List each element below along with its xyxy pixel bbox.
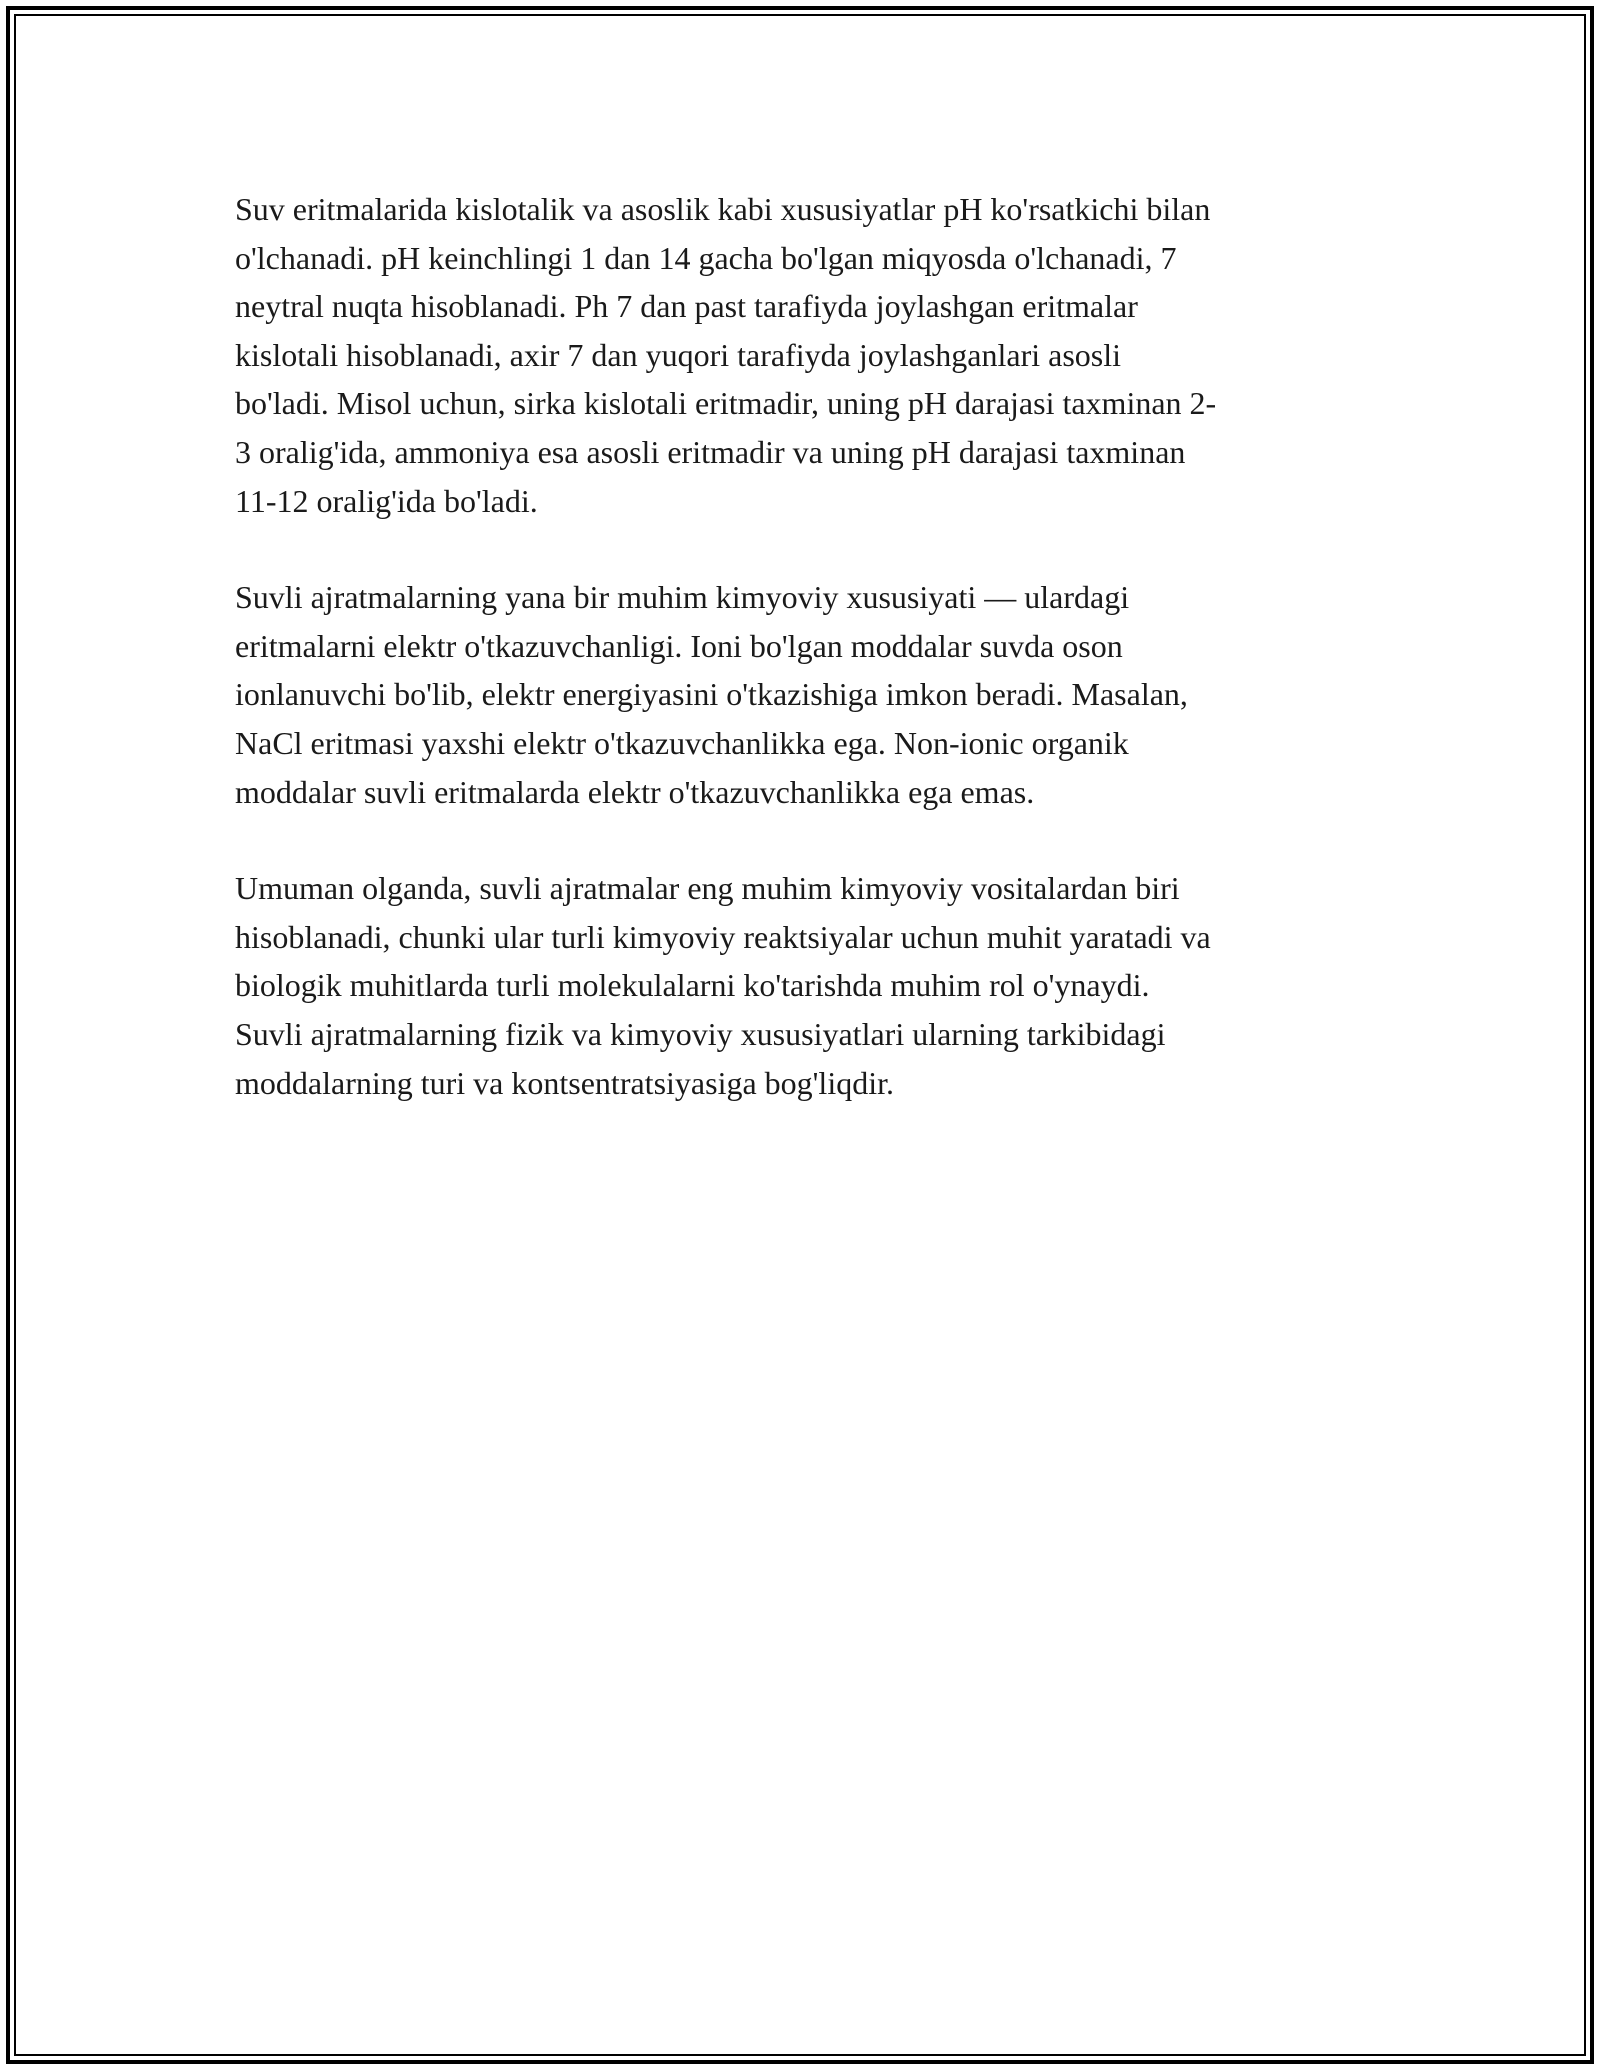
- paragraph-summary: [235, 864, 1375, 1107]
- text-line: eritmalarni elektr o'tkazuvchanligi. Ioni bo'lgan moddalar suvda oson: [235, 627, 1123, 664]
- text-line: hisoblanadi, chunki ular turli kimyoviy reaktsiyalar uchun muhit yaratadi va: [235, 918, 1211, 955]
- text-line: Umuman olganda, suvli ajratmalar eng muhim kimyoviy vositalardan biri: [235, 870, 1180, 907]
- text-line: moddalar suvli eritmalarda elektr o'tkazuvchanlikka ega emas.: [235, 773, 1035, 810]
- text-line: kislotali hisoblanadi, axir 7 dan yuqori tarafiyda joylashganlari asosli: [235, 336, 1122, 373]
- text-line: Suv eritmalarida kislotalik va asoslik kabi xususiyatlar pH ko'rsatkichi bilan: [235, 191, 1211, 227]
- text-line: biologik muhitlarda turli molekulalarni ko'tarishda muhim rol o'ynaydi.: [235, 967, 1150, 1004]
- text-line: ionlanuvchi bo'lib, elektr energiyasini o'tkazishiga imkon beradi. Masalan,: [235, 676, 1188, 713]
- text-line: moddalarning turi va kontsentratsiyasiga bog'liqdir.: [235, 1064, 894, 1101]
- text-line: bo'ladi. Misol uchun, sirka kislotali eritmadir, uning pH darajasi taxminan 2-: [235, 385, 1217, 422]
- paragraph-ph-acidity: [235, 185, 1375, 525]
- paragraph-conductivity: [235, 573, 1375, 816]
- document-body: [235, 185, 1375, 1155]
- text-line: Suvli ajratmalarning yana bir muhim kimyoviy xususiyati — ulardagi: [235, 579, 1130, 616]
- text-line: Suvli ajratmalarning fizik va kimyoviy xususiyatlari ularning tarkibidagi: [235, 1015, 1166, 1052]
- text-line: 3 oralig'ida, ammoniya esa asosli eritmadir va uning pH darajasi taxminan: [235, 433, 1186, 470]
- text-line: o'lchanadi. pH keinchlingi 1 dan 14 gacha bo'lgan miqyosda o'lchanadi, 7: [235, 239, 1177, 276]
- text-line: neytral nuqta hisoblanadi. Ph 7 dan past tarafiyda joylashgan eritmalar: [235, 288, 1138, 325]
- text-line: 11-12 oralig'ida bo'ladi.: [235, 482, 538, 519]
- text-line: NaCl eritmasi yaxshi elektr o'tkazuvchanlikka ega. Non-ionic organik: [235, 724, 1129, 761]
